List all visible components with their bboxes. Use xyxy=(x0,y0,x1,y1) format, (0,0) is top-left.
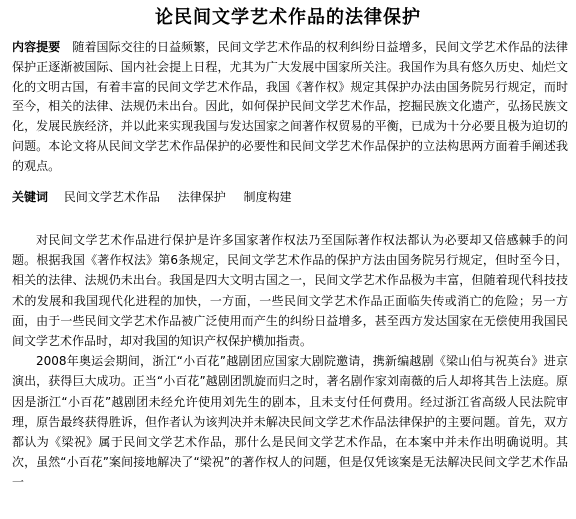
keywords-section xyxy=(12,187,568,207)
abstract-label: 内容提要 xyxy=(12,40,61,54)
keywords-label: 关键词 xyxy=(12,190,49,204)
abstract-text: 随着国际交往的日益频繁，民间文学艺术作品的权利纠纷日益增多，民间文学艺术作品的法律保护正逐渐被国际、国内社会提上日程，尤其为广大发展中国家所关注。我国作为具有悠久历史、灿烂文化的文明古国，有着丰富的民间文学艺术作品，我国《著作权》规定其保护办法由国务院另行规定，而时至今，相关的法律、法规仍未出台。因此，如何保护民间文学艺术作品，挖掘民族文化遗产，弘扬民族文化，发展民族经济，并以此来实现我国与发达国家之间著作权贸易的平衡，已成为十分必要且极为迫切的问题。本论文将从民间文学艺术作品保护的必要性和民间文学艺术作品保护的立法构思两方面着手阐述我的观点。 xyxy=(12,40,568,173)
body-section xyxy=(12,230,568,493)
keyword-item: 民间文学艺术作品 xyxy=(63,190,160,204)
body-paragraph: 2008年奥运会期间，浙江“小百花”越剧团应国家大剧院邀请，携新编越剧《梁山伯与祝英台》进京演出，获得巨大成功。正当“小百花”越剧团凯旋而归之时，著名剧作家刘南薇的后人却将其告上法庭。原因是浙江“小百花”越剧团未经允许使用刘先生的剧本，且未支付任何费用。经过浙江省高级人民法院审理，原告最终获得胜诉，但作者认为该判决并未解决民间文学艺术作品法律保护的主要问题。首先，双方都认为《梁祝》属于民间文学艺术作品，那什么是民间文学艺术作品，在本案中并未作出明确说明。其次，虽然“小百花”案间接地解决了“梁祝”的著作权人的问题，但是仅凭该案是无法解决民间文学艺术作品一 xyxy=(12,354,568,490)
abstract-section xyxy=(12,38,568,177)
keyword-item: 法律保护 xyxy=(177,190,226,204)
keyword-item: 制度构建 xyxy=(243,190,292,204)
page-title: 论民间文学艺术作品的法律保护 xyxy=(155,7,421,28)
body-paragraph: 对民间文学艺术作品进行保护是许多国家著作权法乃至国际著作权法都认为必要却又倍感棘手的问题。根据我国《著作权法》第6条规定，民间文学艺术作品的保护方法由国务院另行规定，但时至今日，相关的法律、法规仍未出台。我国是四大文明古国之一，民间文学艺术作品极为丰富，但随着现代科技技术的发展和我国现代化进程的加快，一方面，一些民间文学艺术作品正面临失传或消亡的危险；另一方面，由于一些民间文学艺术作品被广泛使用而产生的纠纷日益增多，甚至西方发达国家在无偿使用我国民间文学艺术作品时，却对我国的知识产权保护横加指责。 xyxy=(12,233,568,349)
